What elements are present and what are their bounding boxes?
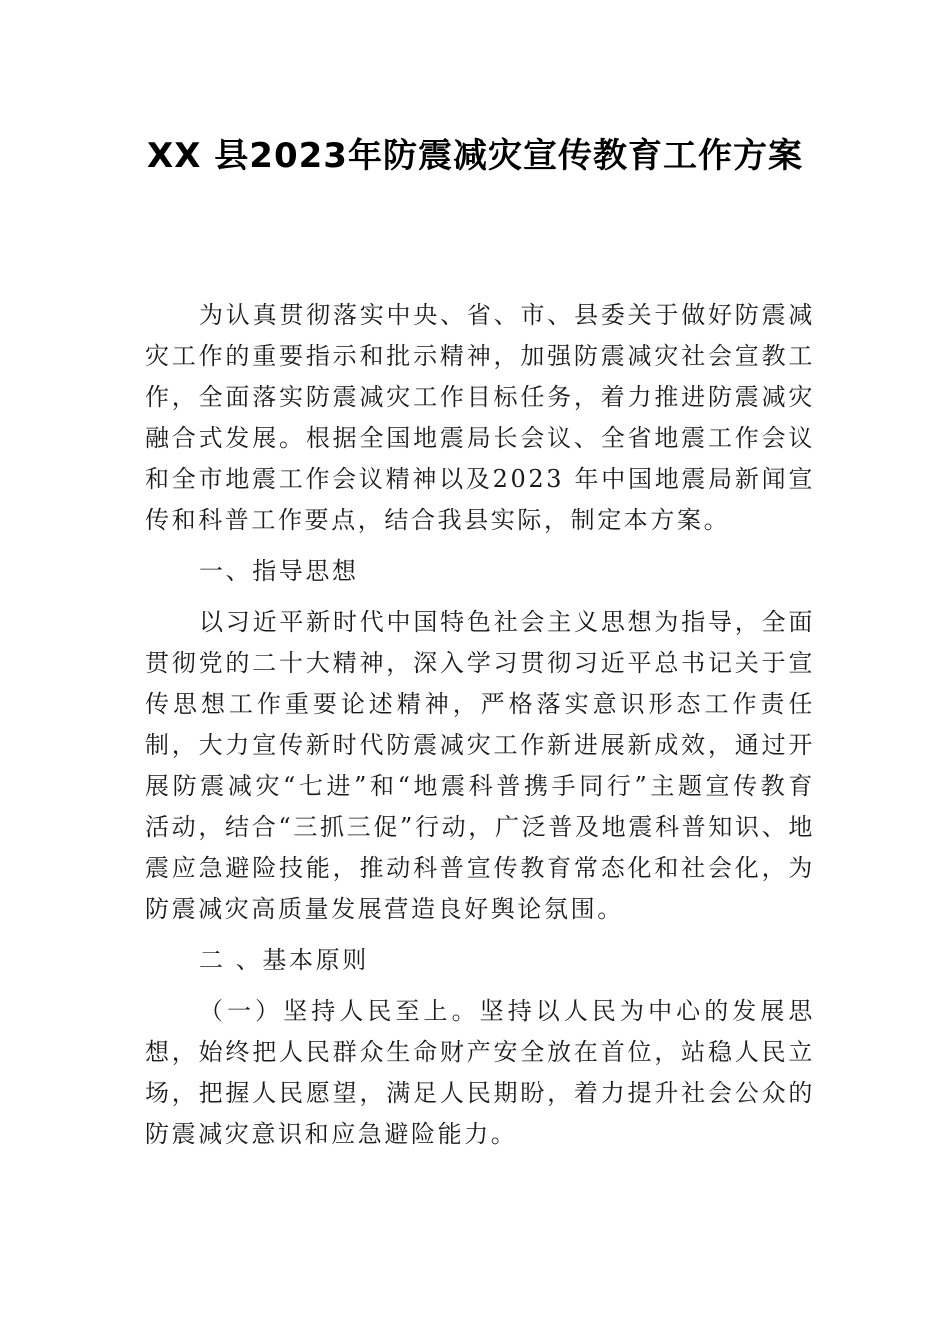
- principle-1-paragraph: （一）坚持人民至上。坚持以人民为中心的发展思想，始终把人民群众生命财产安全放在首位，站稳人民立场，把握人民愿望，满足人民期盼，着力提升社会公众的防震减灾意识和应急避险能力。: [145, 997, 815, 1148]
- section-heading-guiding-ideology: 一、指导思想: [199, 557, 359, 585]
- document-title: XX 县2023年防震减灾宣传教育工作方案: [147, 136, 803, 176]
- section-heading-basic-principles: 二 、基本原则: [199, 946, 369, 974]
- intro-paragraph: 为认真贯彻落实中央、省、市、县委关于做好防震减灾工作的重要指示和批示精神，加强防震减灾社会宣教工作，全面落实防震减灾工作目标任务，着力推进防震减灾融合式发展。根据全国地震局长会议、全省地震工作会议和全市地震工作会议精神以及2023 年中国地震局新闻宣传和科普工作要点，结合我县实际，制定本方案。: [145, 301, 815, 534]
- guiding-ideology-paragraph: 以习近平新时代中国特色社会主义思想为指导，全面贯彻党的二十大精神，深入学习贯彻习近平总书记关于宣传思想工作重要论述精神，严格落实意识形态工作责任制，大力宣传新时代防震减灾工作新进展新成效，通过开展防震减灾“七进”和“地震科普携手同行”主题宣传教育活动，结合“三抓三促”行动，广泛普及地震科普知识、地震应急避险技能，推动科普宣传教育常态化和社会化，为防震减灾高质量发展营造良好舆论氛围。: [145, 608, 815, 923]
- document-body: [145, 295, 815, 1155]
